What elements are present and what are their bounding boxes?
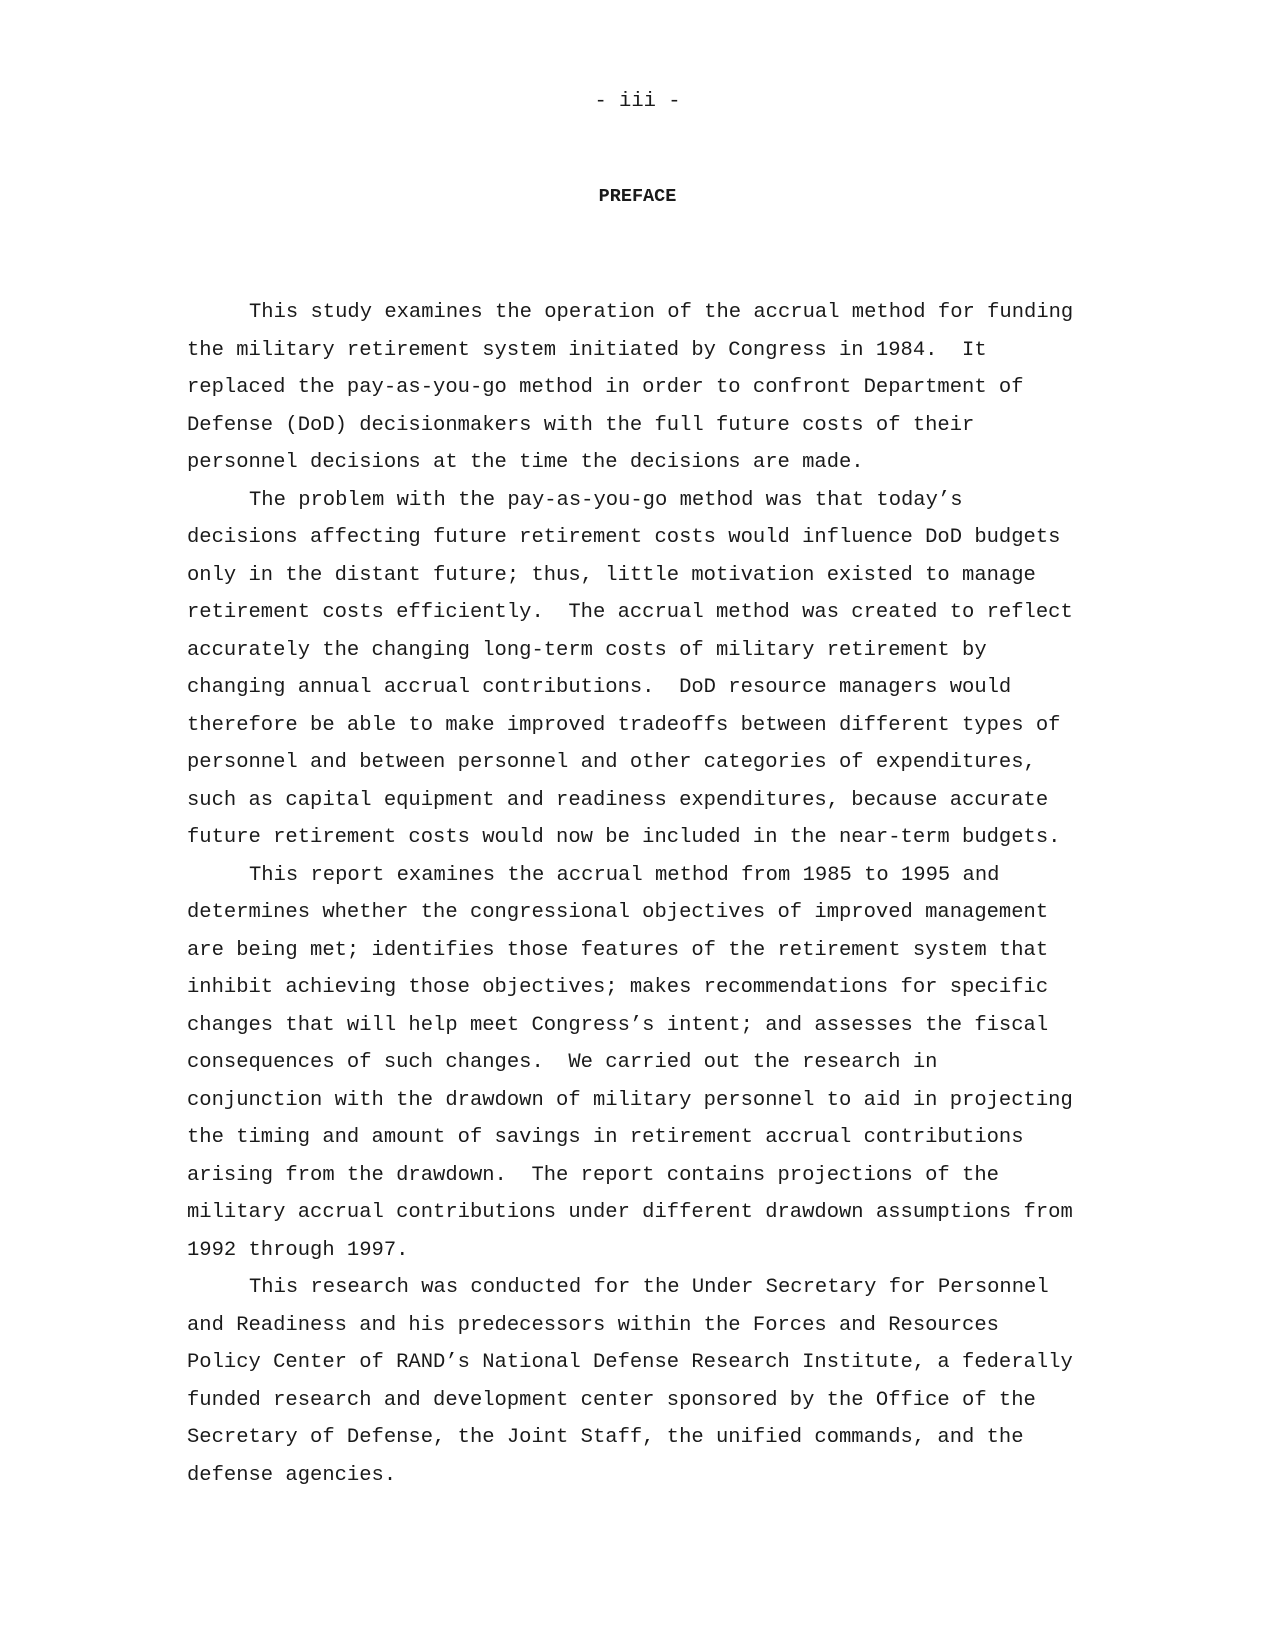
text-line: decisions affecting future retirement costs would influence DoD budgets	[187, 526, 1061, 549]
paragraph	[187, 857, 1117, 1270]
paragraph	[187, 294, 1117, 482]
text-line: accurately the changing long-term costs of military retirement by	[187, 638, 987, 662]
text-line: defense agencies.	[187, 1463, 397, 1487]
text-line: the military retirement system initiated by Congress in 1984. It	[187, 338, 987, 362]
text-line: personnel and between personnel and other categories of expenditures,	[187, 751, 1036, 774]
text-line: Secretary of Defense, the Joint Staff, the unified commands, and the	[187, 1426, 1024, 1449]
text-line: are being met; identifies those features of the retirement system that	[187, 938, 1049, 962]
text-line: This study examines the operation of the accrual method for funding	[249, 301, 1074, 324]
text-line: and Readiness and his predecessors within the Forces and Resources	[187, 1313, 999, 1337]
text-line: determines whether the congressional objectives of improved management	[187, 901, 1049, 924]
text-line: changes that will help meet Congress’s intent; and assesses the fiscal	[187, 1013, 1049, 1037]
text-line: the timing and amount of savings in retirement accrual contributions	[187, 1126, 1024, 1149]
text-line: Policy Center of RAND’s National Defense Research Institute, a federally	[187, 1351, 1073, 1374]
text-line: 1992 through 1997.	[187, 1238, 409, 1262]
text-line: personnel decisions at the time the decisions are made.	[187, 451, 864, 474]
text-line: Defense (DoD) decisionmakers with the full future costs of their	[187, 413, 975, 437]
text-line: only in the distant future; thus, little motivation existed to manage	[187, 563, 1036, 587]
text-line: retirement costs efficiently. The accrual method was created to reflect	[187, 601, 1073, 624]
text-line: future retirement costs would now be included in the near-term budgets.	[187, 826, 1061, 849]
body-text	[187, 294, 1117, 1494]
text-line: conjunction with the drawdown of military personnel to aid in projecting	[187, 1088, 1073, 1112]
text-line: therefore be able to make improved tradeoffs between different types of	[187, 713, 1061, 737]
text-line: This report examines the accrual method from 1985 to 1995 and	[249, 863, 1000, 887]
preface-heading: PREFACE	[598, 186, 677, 207]
page-number: - iii -	[594, 90, 681, 113]
text-line: arising from the drawdown. The report contains projections of the	[187, 1163, 999, 1187]
text-line: replaced the pay-as-you-go method in order to confront Department of	[187, 376, 1024, 399]
text-line: changing annual accrual contributions. DoD resource managers would	[187, 676, 1012, 699]
text-line: military accrual contributions under different drawdown assumptions from	[187, 1201, 1073, 1224]
text-line: The problem with the pay-as-you-go method was that today’s	[249, 488, 963, 512]
text-line: inhibit achieving those objectives; makes recommendations for specific	[187, 976, 1049, 999]
paragraph	[187, 1269, 1117, 1494]
text-line: This research was conducted for the Under Secretary for Personnel	[249, 1276, 1049, 1299]
text-line: consequences of such changes. We carried out the research in	[187, 1051, 938, 1074]
text-line: such as capital equipment and readiness expenditures, because accurate	[187, 788, 1049, 812]
text-line: funded research and development center sponsored by the Office of the	[187, 1388, 1036, 1412]
paragraph	[187, 482, 1117, 857]
